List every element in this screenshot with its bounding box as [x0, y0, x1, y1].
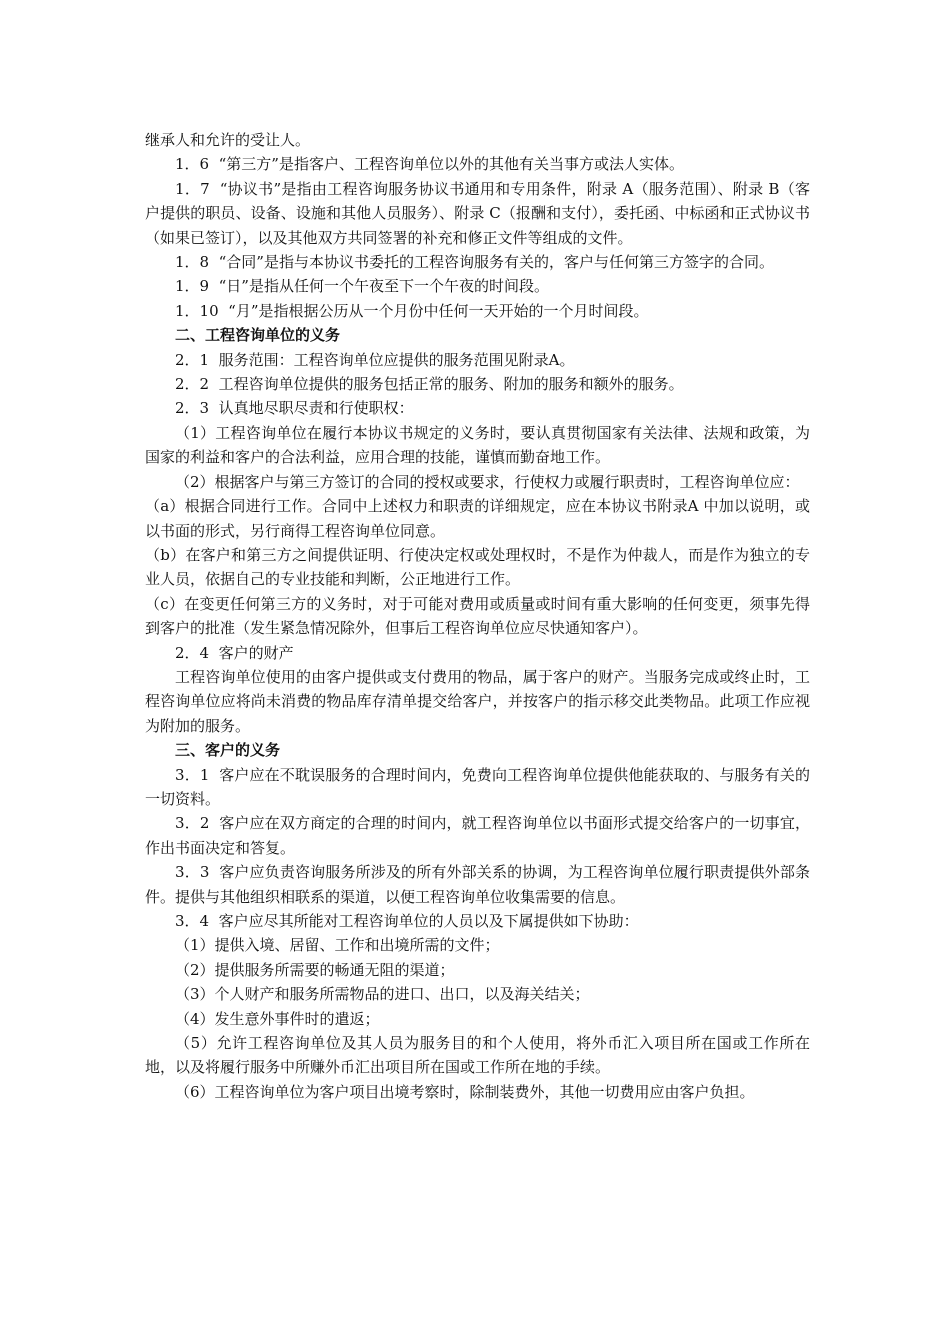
clause-1-10: 1．10 “月”是指根据公历从一个月份中任何一天开始的一个月时间段。: [175, 301, 649, 320]
clause-2-4-body: 工程咨询单位使用的由客户提供或支付费用的物品，属于客户的财产。当服务完成或终止时，工程咨询单位应将尚未消费的物品库存清单提交给客户，并按客户的指示移交此类物品。此项工作应视为附加的服务。: [145, 667, 810, 735]
clause-3-4-item-5: （5）允许工程咨询单位及其人员为服务目的和个人使用，将外币汇入项目所在国或工作所在地，以及将履行服务中所赚外币汇出项目所在国或工作所在地的手续。: [145, 1034, 810, 1077]
paragraph-continuation: 继承人和允许的受让人。: [145, 131, 311, 149]
section-heading-3: 三、客户的义务: [175, 741, 281, 760]
clause-3-4: 3．4 客户应尽其所能对工程咨询单位的人员以及下属提供如下协助：: [175, 912, 639, 930]
clause-1-9: 1．9 “日”是指从任何一个午夜至下一个午夜的时间段。: [175, 277, 549, 296]
clause-1-6: 1．6 “第三方”是指客户、工程咨询单位以外的其他有关当事方或法人实体。: [175, 155, 684, 174]
clause-2-1: 2．1 服务范围：工程咨询单位应提供的服务范围见附录A。: [175, 350, 575, 369]
clause-2-3-item-a: （a）根据合同进行工作。合同中上述权力和职责的详细规定，应在本协议书附录A 中加以说明，或以书面的形式，另行商得工程咨询单位同意。: [145, 497, 810, 540]
section-heading-2: 二、工程咨询单位的义务: [175, 326, 341, 345]
clause-2-3-item-c: （c）在变更任何第三方的义务时，对于可能对费用或质量或时间有重大影响的任何变更，须事先得到客户的批准（发生紧急情况除外，但事后工程咨询单位应尽快通知客户）。: [145, 594, 810, 638]
clause-2-4: 2．4 客户的财产: [175, 643, 294, 662]
clause-3-4-item-2: （2）提供服务所需要的畅通无阻的渠道；: [175, 960, 455, 979]
document-body: [145, 128, 810, 1104]
clause-2-3-item-2: （2）根据客户与第三方签订的合同的授权或要求，行使权力或履行职责时，工程咨询单位应：: [175, 472, 800, 491]
clause-3-2: 3．2 客户应在双方商定的合理的时间内，就工程咨询单位以书面形式提交给客户的一切事宜，作出书面决定和答复。: [145, 814, 810, 857]
clause-3-4-item-4: （4）发生意外事件时的遣返；: [175, 1009, 380, 1028]
clause-3-3: 3．3 客户应负责咨询服务所涉及的所有外部关系的协调，为工程咨询单位履行职责提供外部条件。提供与其他组织相联系的渠道，以便工程咨询单位收集需要的信息。: [145, 863, 810, 906]
clause-2-2: 2．2 工程咨询单位提供的服务包括正常的服务、附加的服务和额外的服务。: [175, 375, 684, 394]
clause-3-4-item-6: （6）工程咨询单位为客户项目出境考察时，除制装费外，其他一切费用应由客户负担。: [175, 1082, 755, 1101]
clause-2-3-item-b: （b）在客户和第三方之间提供证明、行使决定权或处理权时，不是作为仲裁人，而是作为独立的专业人员，依据自己的专业技能和判断，公正地进行工作。: [145, 545, 810, 589]
clause-2-3-item-1: （1）工程咨询单位在履行本协议书规定的义务时，要认真贯彻国家有关法律、法规和政策，为国家的利益和客户的合法利益，应用合理的技能，谨慎而勤奋地工作。: [145, 423, 810, 467]
clause-1-8: 1．8 “合同”是指与本协议书委托的工程咨询服务有关的，客户与任何第三方签字的合同。: [175, 253, 774, 272]
clause-2-3: 2．3 认真地尽职尽责和行使职权：: [175, 399, 414, 418]
clause-1-7: 1．7 “协议书”是指由工程咨询服务协议书通用和专用条件，附录 A（服务范围）、附录 B（客户提供的职员、设备、设施和其他人员服务）、附录 C（报酬和支付），委托函、中标函和正式协议书（如果已签订），以及其他双方共同签署的补充和修正文件等组成的文件。: [145, 179, 810, 247]
clause-3-4-item-3: （3）个人财产和服务所需物品的进口、出口，以及海关结关；: [175, 985, 590, 1004]
clause-3-1: 3．1 客户应在不耽误服务的合理时间内，免费向工程咨询单位提供他能获取的、与服务有关的一切资料。: [145, 765, 810, 808]
clause-3-4-item-1: （1）提供入境、居留、工作和出境所需的文件；: [175, 936, 500, 955]
